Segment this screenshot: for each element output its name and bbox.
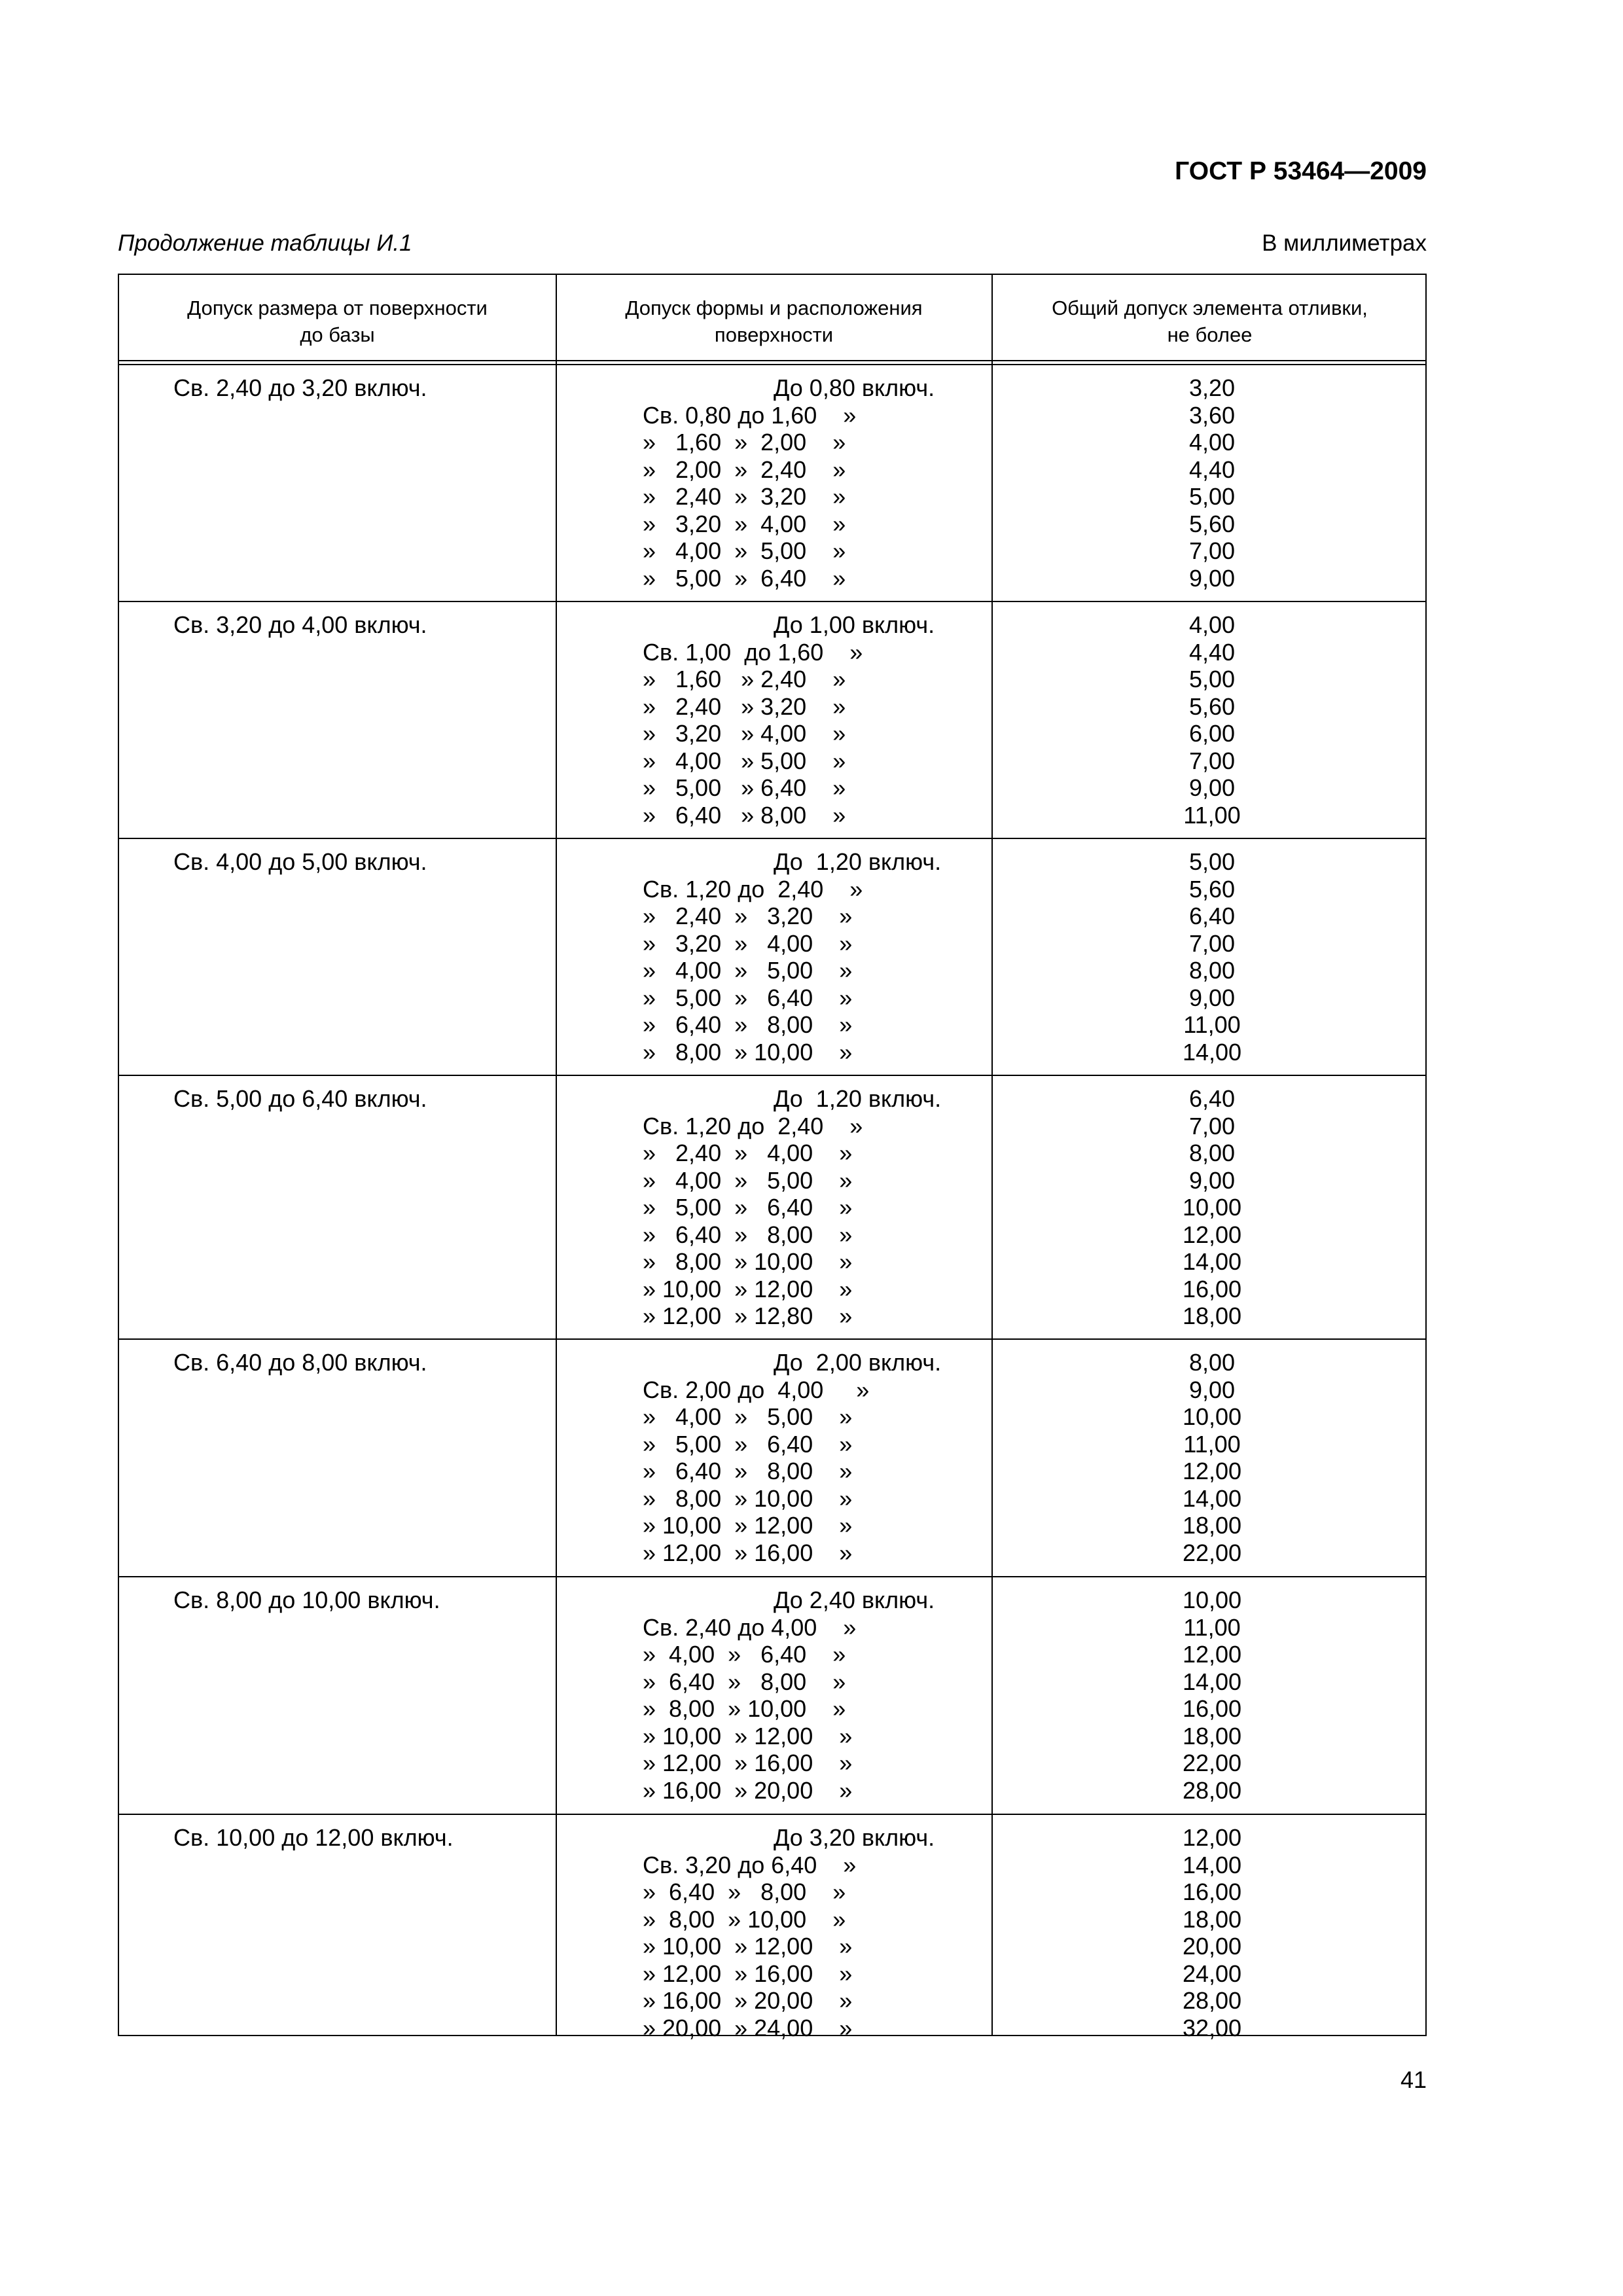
general-tolerance-value: 4,40 bbox=[1188, 638, 1236, 666]
form-tolerance-line: » 2,00 » 2,40 » bbox=[643, 456, 846, 483]
form-tolerance-line: » 4,00 » 5,00 » bbox=[643, 1166, 853, 1194]
general-tolerance-value: 12,00 bbox=[1182, 1221, 1242, 1248]
form-tolerance-line: Св. 3,20 до 6,40 » bbox=[643, 1851, 857, 1878]
size-tolerance-cell: Св. 6,40 до 8,00 включ. bbox=[173, 1349, 427, 1376]
form-tolerance-line: До 2,40 включ. bbox=[774, 1587, 935, 1613]
form-tolerance-line: Св. 2,40 до 4,00 » bbox=[643, 1613, 857, 1641]
form-tolerance-line: До 1,20 включ. bbox=[774, 1085, 942, 1112]
form-tolerance-line: » 2,40 » 3,20 » bbox=[643, 692, 846, 720]
form-tolerance-line: Св. 1,20 до 2,40 » bbox=[643, 875, 863, 903]
general-tolerance-value: 28,00 bbox=[1182, 1987, 1242, 2014]
form-tolerance-line: » 16,00 » 20,00 » bbox=[643, 1776, 853, 1804]
general-tolerance-value: 3,20 bbox=[1188, 374, 1236, 401]
form-tolerance-line: » 8,00 » 10,00 » bbox=[643, 1248, 853, 1275]
form-tolerance-line: » 6,40 » 8,00 » bbox=[643, 1221, 853, 1248]
general-tolerance-value: 11,00 bbox=[1183, 1613, 1241, 1641]
table-row-group bbox=[119, 365, 1425, 602]
form-tolerance-line: » 4,00 » 6,40 » bbox=[643, 1641, 846, 1668]
general-tolerance-value: 6,40 bbox=[1188, 1085, 1236, 1112]
form-tolerance-line: » 6,40 » 8,00 » bbox=[643, 1458, 853, 1484]
general-tolerance-value: 8,00 bbox=[1188, 1139, 1236, 1166]
general-tolerance-value: 16,00 bbox=[1182, 1275, 1242, 1302]
form-tolerance-line: » 5,00 » 6,40 » bbox=[643, 564, 846, 592]
general-tolerance-value: 8,00 bbox=[1188, 1349, 1236, 1376]
document-designation: ГОСТ Р 53464—2009 bbox=[1175, 157, 1427, 185]
form-tolerance-line: Св. 1,00 до 1,60 » bbox=[643, 638, 863, 666]
form-tolerance-line: » 4,00 » 5,00 » bbox=[643, 957, 853, 984]
general-tolerance-value: 16,00 bbox=[1182, 1878, 1242, 1905]
form-tolerance-line: » 10,00 » 12,00 » bbox=[643, 1933, 853, 1960]
form-tolerance-line: » 4,00 » 5,00 » bbox=[643, 1403, 853, 1430]
general-tolerance-value: 18,00 bbox=[1182, 1512, 1242, 1539]
general-tolerance-value: 6,40 bbox=[1188, 903, 1236, 929]
form-tolerance-line: » 16,00 » 20,00 » bbox=[643, 1987, 853, 2014]
form-tolerance-line: » 2,40 » 4,00 » bbox=[643, 1139, 853, 1166]
general-tolerance-value: 9,00 bbox=[1188, 774, 1236, 801]
general-tolerance-value: 14,00 bbox=[1182, 1668, 1242, 1695]
general-tolerance-value: 18,00 bbox=[1182, 1722, 1242, 1749]
general-tolerance-value: 14,00 bbox=[1182, 1484, 1242, 1512]
form-tolerance-line: » 4,00 » 5,00 » bbox=[643, 537, 846, 564]
table-row-group bbox=[119, 1815, 1425, 2041]
form-tolerance-line: До 0,80 включ. bbox=[774, 374, 935, 401]
header-line: не более bbox=[1167, 323, 1253, 346]
general-tolerance-value: 32,00 bbox=[1182, 2014, 1242, 2041]
general-tolerance-value: 4,40 bbox=[1188, 456, 1236, 483]
general-tolerance-value: 28,00 bbox=[1182, 1776, 1242, 1804]
form-tolerance-line: » 10,00 » 12,00 » bbox=[643, 1275, 853, 1302]
form-tolerance-line: » 20,00 » 24,00 » bbox=[643, 2014, 853, 2041]
form-tolerance-line: » 1,60 » 2,00 » bbox=[643, 429, 846, 456]
header-size-tolerance bbox=[119, 295, 556, 348]
size-tolerance-cell: Св. 10,00 до 12,00 включ. bbox=[173, 1824, 454, 1851]
general-tolerance-value: 18,00 bbox=[1182, 1302, 1242, 1329]
header-separator bbox=[119, 360, 1425, 361]
general-tolerance-value: 5,60 bbox=[1188, 875, 1236, 903]
table-caption: Продолжение таблицы И.1 bbox=[118, 230, 412, 256]
general-tolerance-value: 22,00 bbox=[1182, 1539, 1242, 1566]
general-tolerance-value: 4,00 bbox=[1188, 611, 1236, 638]
general-tolerance-value: 5,00 bbox=[1188, 483, 1236, 510]
general-tolerance-value: 10,00 bbox=[1182, 1194, 1242, 1221]
form-tolerance-line: До 1,20 включ. bbox=[774, 848, 942, 875]
general-tolerance-value: 24,00 bbox=[1182, 1960, 1242, 1987]
table-row-group bbox=[119, 1076, 1425, 1340]
header-general-tolerance bbox=[991, 295, 1428, 348]
form-tolerance-line: » 2,40 » 3,20 » bbox=[643, 483, 846, 510]
general-tolerance-value: 20,00 bbox=[1182, 1933, 1242, 1960]
page-number: 41 bbox=[1400, 2066, 1427, 2093]
general-tolerance-value: 16,00 bbox=[1182, 1695, 1242, 1722]
general-tolerance-value: 5,60 bbox=[1188, 692, 1236, 720]
general-tolerance-value: 9,00 bbox=[1188, 564, 1236, 592]
form-tolerance-line: » 12,00 » 12,80 » bbox=[643, 1302, 853, 1329]
form-tolerance-line: » 6,40 » 8,00 » bbox=[643, 801, 846, 829]
general-tolerance-value: 7,00 bbox=[1188, 747, 1236, 774]
table-row-group bbox=[119, 1577, 1425, 1815]
general-tolerance-value: 12,00 bbox=[1182, 1458, 1242, 1484]
general-tolerance-value: 11,00 bbox=[1183, 801, 1241, 829]
form-tolerance-line: » 10,00 » 12,00 » bbox=[643, 1722, 853, 1749]
general-tolerance-value: 5,60 bbox=[1188, 510, 1236, 537]
table-row-group bbox=[119, 1340, 1425, 1577]
general-tolerance-value: 8,00 bbox=[1188, 957, 1236, 984]
form-tolerance-line: Св. 2,00 до 4,00 » bbox=[643, 1376, 870, 1403]
general-tolerance-value: 14,00 bbox=[1182, 1851, 1242, 1878]
general-tolerance-value: 22,00 bbox=[1182, 1749, 1242, 1776]
size-tolerance-cell: Св. 8,00 до 10,00 включ. bbox=[173, 1587, 440, 1613]
form-tolerance-line: До 3,20 включ. bbox=[774, 1824, 935, 1851]
general-tolerance-value: 9,00 bbox=[1188, 1166, 1236, 1194]
size-tolerance-cell: Св. 5,00 до 6,40 включ. bbox=[173, 1085, 427, 1112]
general-tolerance-value: 3,60 bbox=[1188, 401, 1236, 429]
header-line: до базы bbox=[300, 323, 375, 346]
form-tolerance-line: » 5,00 » 6,40 » bbox=[643, 1194, 853, 1221]
general-tolerance-value: 14,00 bbox=[1182, 1248, 1242, 1275]
general-tolerance-value: 18,00 bbox=[1182, 1905, 1242, 1933]
header-form-tolerance bbox=[556, 295, 992, 348]
form-tolerance-line: » 12,00 » 16,00 » bbox=[643, 1960, 853, 1987]
form-tolerance-line: До 2,00 включ. bbox=[774, 1349, 942, 1376]
form-tolerance-line: » 3,20 » 4,00 » bbox=[643, 929, 853, 957]
tolerance-table bbox=[118, 274, 1427, 2041]
header-line: Общий допуск элемента отливки, bbox=[1052, 296, 1368, 319]
size-tolerance-cell: Св. 2,40 до 3,20 включ. bbox=[173, 374, 427, 401]
general-tolerance-value: 7,00 bbox=[1188, 1112, 1236, 1139]
form-tolerance-line: До 1,00 включ. bbox=[774, 611, 935, 638]
table-row-group bbox=[119, 839, 1425, 1076]
units-label: В миллиметрах bbox=[1262, 230, 1427, 256]
form-tolerance-line: » 5,00 » 6,40 » bbox=[643, 1430, 853, 1458]
form-tolerance-line: » 12,00 » 16,00 » bbox=[643, 1539, 853, 1566]
general-tolerance-value: 10,00 bbox=[1182, 1587, 1242, 1613]
general-tolerance-value: 7,00 bbox=[1188, 929, 1236, 957]
header-line: Допуск формы и расположения bbox=[625, 296, 923, 319]
general-tolerance-value: 12,00 bbox=[1182, 1824, 1242, 1851]
general-tolerance-value: 5,00 bbox=[1188, 848, 1236, 875]
form-tolerance-line: Св. 0,80 до 1,60 » bbox=[643, 401, 857, 429]
form-tolerance-line: » 8,00 » 10,00 » bbox=[643, 1695, 846, 1722]
form-tolerance-line: » 5,00 » 6,40 » bbox=[643, 984, 853, 1011]
general-tolerance-value: 11,00 bbox=[1183, 1011, 1241, 1038]
form-tolerance-line: » 8,00 » 10,00 » bbox=[643, 1038, 853, 1066]
general-tolerance-value: 9,00 bbox=[1188, 984, 1236, 1011]
form-tolerance-line: » 6,40 » 8,00 » bbox=[643, 1668, 846, 1695]
form-tolerance-line: » 2,40 » 3,20 » bbox=[643, 903, 853, 929]
table-row-group bbox=[119, 602, 1425, 839]
size-tolerance-cell: Св. 4,00 до 5,00 включ. bbox=[173, 848, 427, 875]
form-tolerance-line: » 5,00 » 6,40 » bbox=[643, 774, 846, 801]
form-tolerance-line: » 10,00 » 12,00 » bbox=[643, 1512, 853, 1539]
header-line: поверхности bbox=[714, 323, 834, 346]
general-tolerance-value: 12,00 bbox=[1182, 1641, 1242, 1668]
general-tolerance-value: 6,00 bbox=[1188, 720, 1236, 747]
form-tolerance-line: Св. 1,20 до 2,40 » bbox=[643, 1112, 863, 1139]
form-tolerance-line: » 4,00 » 5,00 » bbox=[643, 747, 846, 774]
form-tolerance-line: » 3,20 » 4,00 » bbox=[643, 720, 846, 747]
form-tolerance-line: » 1,60 » 2,40 » bbox=[643, 666, 846, 692]
general-tolerance-value: 4,00 bbox=[1188, 429, 1236, 456]
general-tolerance-value: 10,00 bbox=[1182, 1403, 1242, 1430]
header-line: Допуск размера от поверхности bbox=[187, 296, 488, 319]
size-tolerance-cell: Св. 3,20 до 4,00 включ. bbox=[173, 611, 427, 638]
general-tolerance-value: 11,00 bbox=[1183, 1430, 1241, 1458]
form-tolerance-line: » 8,00 » 10,00 » bbox=[643, 1905, 846, 1933]
form-tolerance-line: » 12,00 » 16,00 » bbox=[643, 1749, 853, 1776]
general-tolerance-value: 5,00 bbox=[1188, 666, 1236, 692]
form-tolerance-line: » 3,20 » 4,00 » bbox=[643, 510, 846, 537]
general-tolerance-value: 7,00 bbox=[1188, 537, 1236, 564]
form-tolerance-line: » 6,40 » 8,00 » bbox=[643, 1878, 846, 1905]
general-tolerance-value: 14,00 bbox=[1182, 1038, 1242, 1066]
form-tolerance-line: » 6,40 » 8,00 » bbox=[643, 1011, 853, 1038]
general-tolerance-value: 9,00 bbox=[1188, 1376, 1236, 1403]
form-tolerance-line: » 8,00 » 10,00 » bbox=[643, 1484, 853, 1512]
